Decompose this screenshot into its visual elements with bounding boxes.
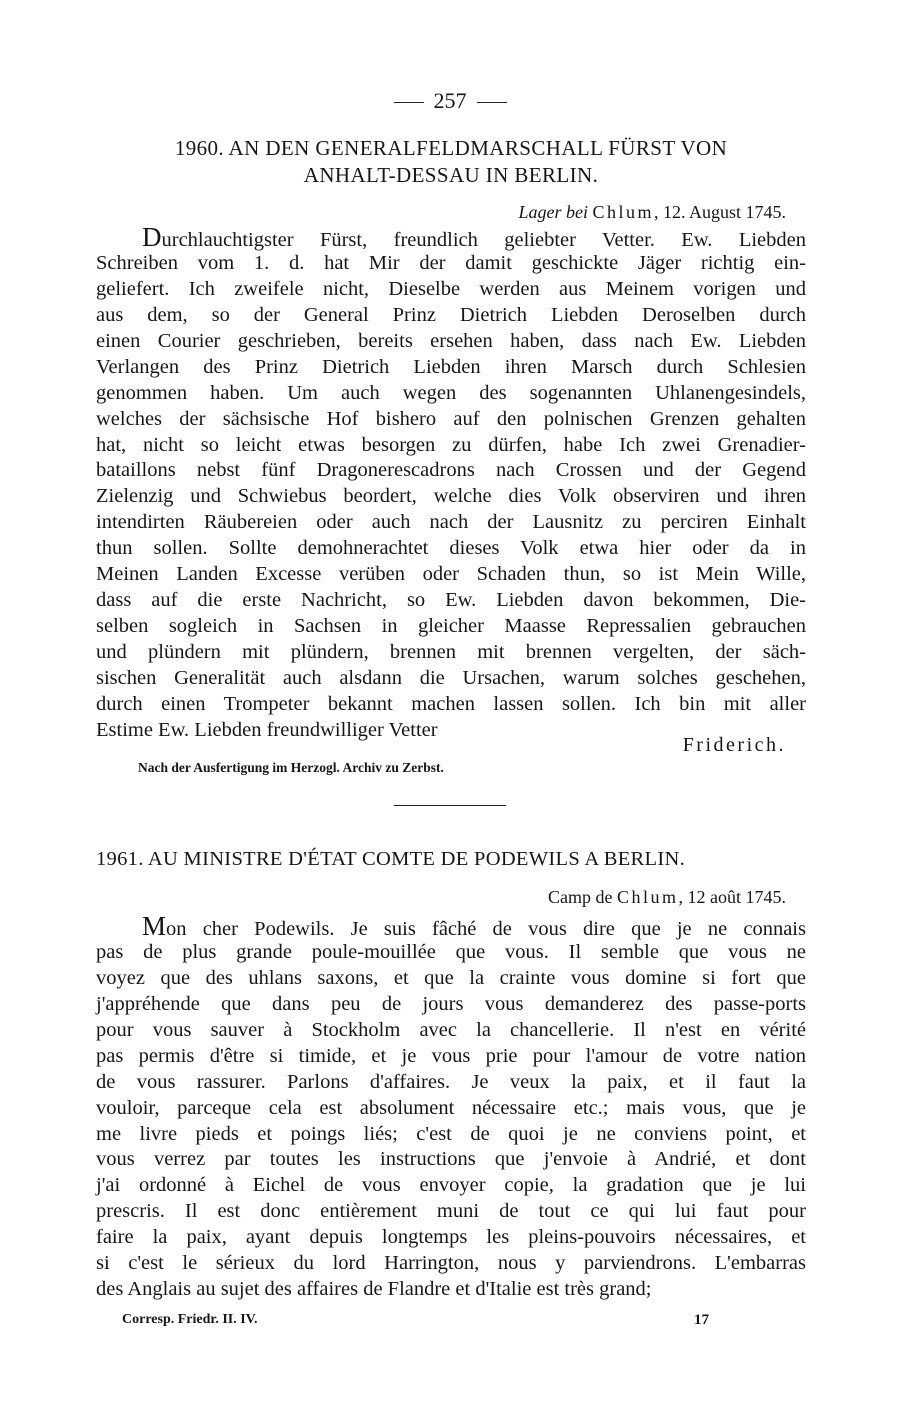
text-line — [96, 692, 806, 718]
line-text: welches der sächsische Hof bishero auf den polnischen Grenzen gehalten — [96, 407, 806, 430]
letter2-place-date-text: , 12 août 1745. — [678, 887, 786, 907]
line-text: dass auf die erste Nachricht, so Ew. Liebden davon bekommen, Die- — [96, 589, 806, 612]
text-line — [96, 458, 806, 484]
line-text: vouloir, parceque cela est absolument nécessaire etc.; mais vous, que je — [96, 1096, 806, 1119]
footer-left: Corresp. Friedr. II. IV. — [122, 1312, 258, 1327]
line-text: si c'est le sérieux du lord Harrington, nous y parviendrons. L'embarras — [96, 1252, 806, 1275]
line-text: Meinen Landen Excesse verüben oder Schaden thun, so ist Mein Wille, — [96, 563, 806, 586]
line-text: einen Courier geschrieben, bereits ersehen haben, dass nach Ew. Liebden — [96, 329, 806, 352]
line-text: faire la paix, ayant depuis longtemps les pleins-pouvoirs nécessaires, et — [96, 1226, 806, 1249]
line-text: des Anglais au sujet des affaires de Flandre et d'Italie est très grand; — [96, 1278, 652, 1301]
letter1-heading-line1: 1960. AN DEN GENERALFELDMARSCHALL FÜRST VON — [174, 136, 728, 160]
letter1-place-date-text: , 12. August 1745. — [653, 202, 786, 222]
line-text: Zielenzig und Schwiebus beordert, welche dies Volk observiren und ihren — [96, 485, 806, 508]
section-divider — [394, 805, 506, 806]
initial-letter: M — [142, 911, 167, 941]
text-line — [96, 329, 806, 355]
text-line — [96, 1018, 806, 1044]
line-text: durch einen Trompeter bekannt machen lassen sollen. Ich bin mit aller — [96, 692, 806, 715]
text-line — [96, 666, 806, 692]
line-text: me livre pieds et poings liés; c'est de quoi je ne conviens point, et — [96, 1122, 806, 1145]
line-text: de vous rassurer. Parlons d'affaires. Je veux la paix, et il faut la — [96, 1070, 806, 1093]
text-line — [96, 1225, 806, 1251]
text-line — [96, 940, 806, 966]
letter1-heading-line2: ANHALT-DESSAU IN BERLIN. — [303, 163, 599, 187]
text-line — [96, 1147, 806, 1173]
dash-right — [477, 102, 507, 103]
text-line — [96, 1173, 806, 1199]
text-line — [96, 911, 806, 941]
line-text: prescris. Il est donc entièrement muni de tout ce qui lui faut pour — [96, 1200, 806, 1223]
letter2-heading: 1961. AU MINISTRE D'ÉTAT COMTE DE PODEWILS A BERLIN. — [96, 848, 685, 870]
line-text: pour vous sauver à Stockholm avec la chancellerie. Il n'est en vérité — [96, 1018, 806, 1041]
letter1-body — [96, 222, 806, 744]
text-line — [96, 277, 806, 303]
footer-right: 17 — [694, 1312, 709, 1328]
line-text: j'ai ordonné à Eichel de vous envoyer copie, la gradation que je lui — [96, 1174, 806, 1197]
text-line — [96, 222, 806, 252]
text-line — [96, 1070, 806, 1096]
line-text: genommen haben. Um auch wegen des sogenannten Uhlanengesindels, — [96, 381, 806, 404]
text-line — [96, 407, 806, 433]
line-text: Verlangen des Prinz Dietrich Liebden ihren Marsch durch Schlesien — [96, 355, 806, 378]
page-number-text: 257 — [433, 88, 467, 113]
line-text: geliefert. Ich zweifele nicht, Dieselbe werden aus Meinem vorigen und — [96, 277, 806, 300]
text-line — [96, 536, 806, 562]
line-text: voyez que des uhlans saxons, et que la crainte vous domine si fort que — [96, 966, 806, 989]
text-line — [96, 1199, 806, 1225]
page-number — [0, 88, 900, 114]
text-line — [96, 484, 806, 510]
line-text: thun sollen. Sollte demohnerachtet dieses Volk etwa hier oder da in — [96, 537, 806, 560]
text-line — [96, 1044, 806, 1070]
line-text: bataillons nebst fünf Dragonerescadrons nach Crossen und der Gegend — [96, 459, 806, 482]
letter2-place-name: Chlum — [616, 887, 679, 907]
letter1-signature: Friderich. — [682, 734, 786, 756]
line-text: j'appréhende que dans peu de jours vous demanderez des passe-ports — [96, 992, 806, 1015]
text-line — [96, 992, 806, 1018]
dash-left — [394, 102, 424, 103]
line-text: intendirten Räubereien oder auch nach der Lausnitz zu perciren Einhalt — [96, 511, 806, 534]
letter1-place-name: Chlum — [592, 202, 654, 222]
text-line — [96, 640, 806, 666]
line-text: sischen Generalität auch alsdann die Ursachen, warum solches geschehen, — [96, 666, 806, 689]
letter1-place-date — [96, 202, 786, 223]
letter1-source-note: Nach der Ausfertigung im Herzogl. Archiv zu Zerbst. — [138, 760, 444, 775]
line-text: pas permis d'être si timide, et je vous prie pour l'amour de votre nation — [96, 1044, 806, 1067]
text-line — [96, 510, 806, 536]
text-line — [96, 381, 806, 407]
line-text: und plündern mit plündern, brennen mit brennen vergelten, der säch- — [96, 641, 806, 663]
text-line — [96, 966, 806, 992]
letter2-body — [96, 911, 806, 1303]
text-line — [96, 1277, 806, 1303]
letter1-heading — [96, 136, 806, 188]
text-line — [96, 355, 806, 381]
text-line — [96, 251, 806, 277]
text-line — [96, 1122, 806, 1148]
text-line — [96, 614, 806, 640]
line-text: selben sogleich in Sachsen in gleicher Maasse Repressalien gebrauchen — [96, 615, 806, 638]
letter2-place-prefix: Camp de — [547, 887, 617, 907]
text-line — [96, 433, 806, 459]
line-text: aus dem, so der General Prinz Dietrich Liebden Deroselben durch — [96, 303, 806, 326]
line-text: pas de plus grande poule-mouillée que vous. Il semble que vous ne — [96, 940, 806, 963]
text-line — [96, 1251, 806, 1277]
text-line — [96, 562, 806, 588]
line-text: hat, nicht so leicht etwas besorgen zu dürfen, habe Ich zwei Grenadier- — [96, 433, 806, 456]
text-line — [96, 588, 806, 614]
text-line — [96, 303, 806, 329]
line-text: Estime Ew. Liebden freundwilliger Vetter — [96, 718, 438, 741]
initial-letter: D — [142, 222, 162, 252]
line-text: urchlauchtigster Fürst, freundlich geliebter Vetter. Ew. Liebden — [161, 229, 806, 251]
line-text: on cher Podewils. Je suis fâché de vous dire que je ne connais — [166, 918, 806, 940]
letter2-place-date — [96, 887, 786, 908]
letter1-place-prefix: Lager bei — [518, 202, 593, 222]
line-text: Schreiben vom 1. d. hat Mir der damit geschickte Jäger richtig ein- — [96, 251, 806, 274]
line-text: vous verrez par toutes les instructions que j'envoie à Andrié, et dont — [96, 1148, 806, 1171]
text-line — [96, 1096, 806, 1122]
